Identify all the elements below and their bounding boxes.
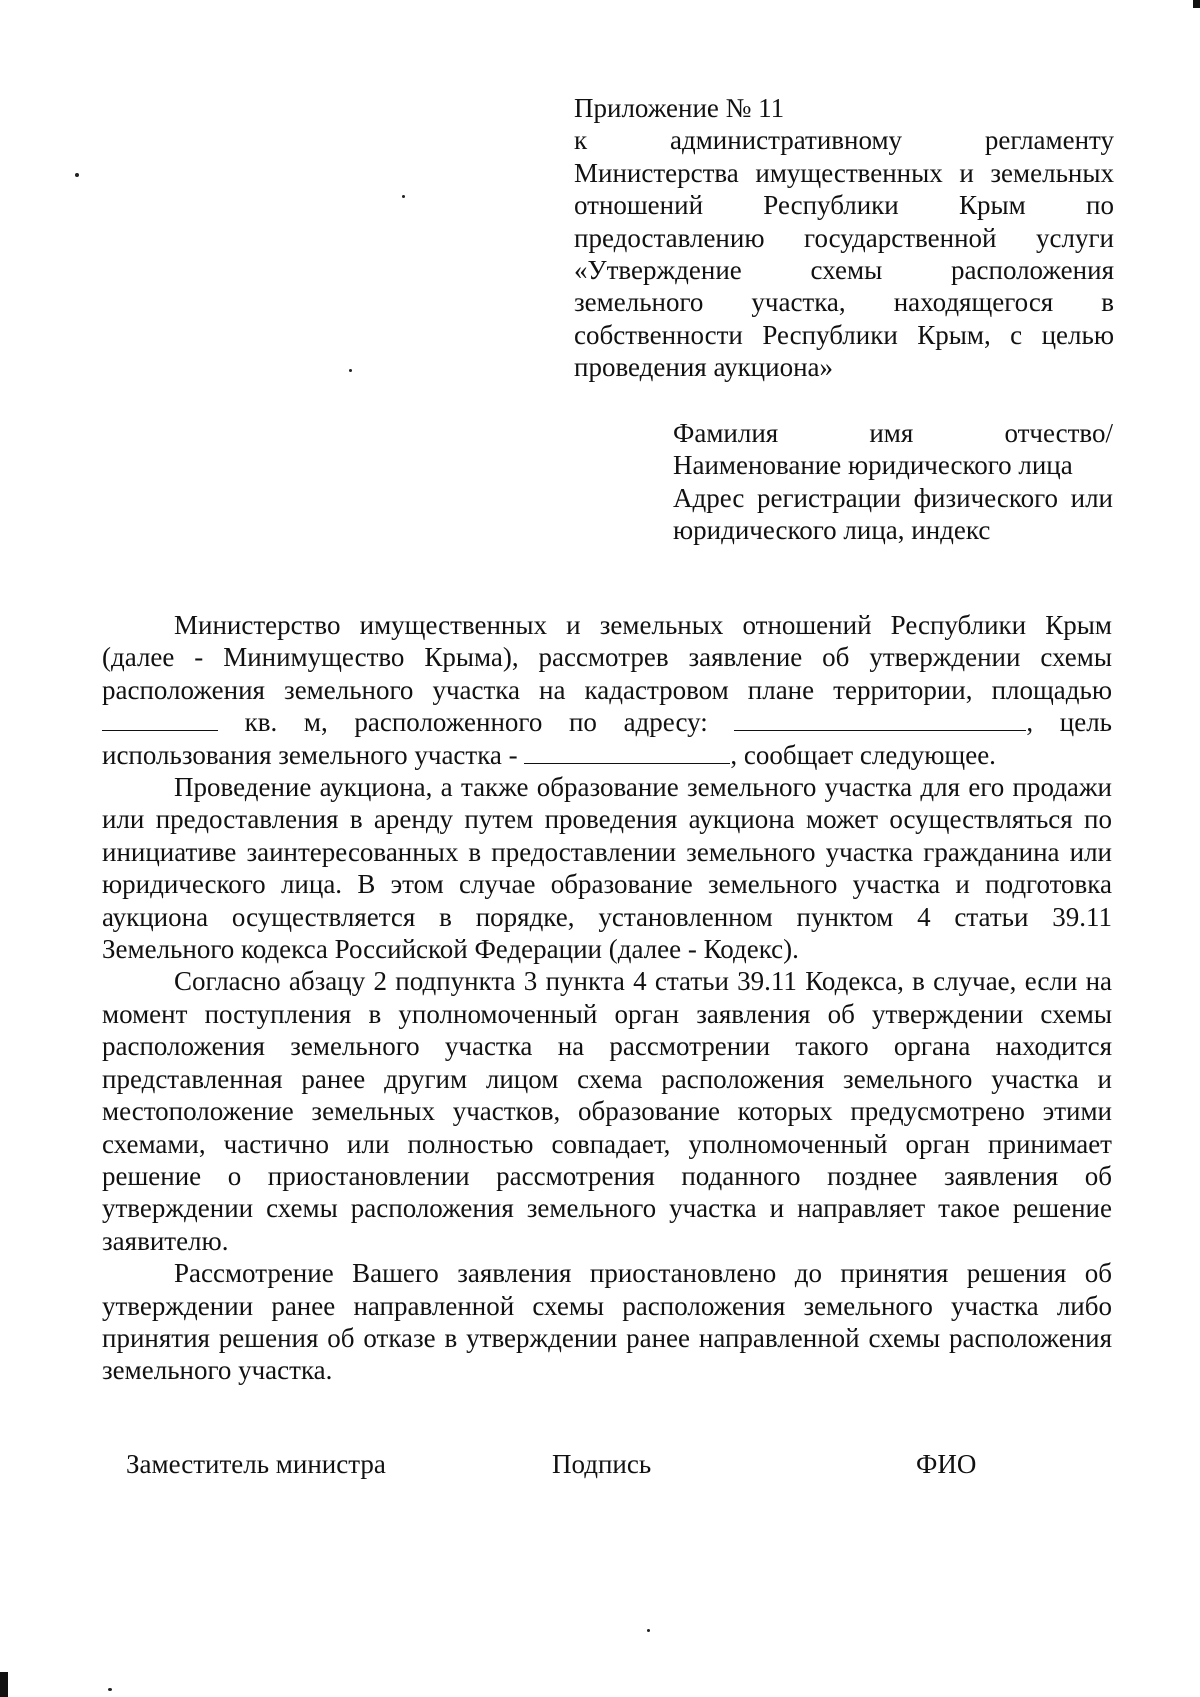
- paragraph-3: Согласно абзацу 2 подпункта 3 пункта 4 статьи 39.11 Кодекса, в случае, если на момент поступления в уполномоченный орган заявления об утверждении схемы расположения земельного участка на рассмотрении такого органа находится представленная ранее другим лицом схема расположения земельного участка и местоположение земельных участков, образование которых предусмотрено этими схемами, частично или полностью совпадает, уполномоченный орган принимает решение о приостановлении рассмотрения поданного позднее заявления об утверждении схемы расположения земельного участка и направляет такое решение заявителю.: [102, 966, 1112, 1256]
- addressee-address-line: Адрес регистрации физического или: [673, 482, 1113, 513]
- scan-speck: [349, 369, 352, 372]
- signature-position: Заместитель министра: [126, 1449, 386, 1479]
- scan-speck: [108, 1688, 112, 1691]
- area-blank-field: [102, 708, 218, 731]
- letter-body: [102, 609, 1112, 1387]
- paragraph-1-part-4: , сообщает следующее.: [730, 739, 996, 770]
- scan-speck: [402, 195, 405, 198]
- paragraph-1: [102, 609, 1112, 771]
- scan-edge-mark: [1193, 0, 1200, 8]
- addressee-org-line: Наименование юридического лица: [673, 450, 1073, 481]
- appendix-title: Приложение № 11: [574, 93, 785, 123]
- appendix-block: [574, 92, 1114, 384]
- purpose-blank-field: [524, 741, 730, 764]
- paragraph-1-part-2: кв. м, расположенного по адресу:: [218, 707, 735, 738]
- address-blank-field: [734, 708, 1026, 731]
- addressee-index-line: юридического лица, индекс: [673, 515, 991, 546]
- paragraph-1-part-1: Министерство имущественных и земельных отношений Республики Крым (далее - Минимущество Крыма), рассмотрев заявление об утверждении схемы расположения земельного участка на кадастровом плане территории, площадью: [102, 610, 1112, 705]
- appendix-body: к административному регламенту Министерства имущественных и земельных отношений Республики Крым по предоставлению государственной услуги «Утверждение схемы расположения земельного участка, находящегося в собственности Республики Крым, с целью проведения аукциона»: [574, 125, 1114, 383]
- paragraph-1-part-3: , цель использования земельного участка -: [102, 707, 1112, 770]
- scan-speck: [647, 1629, 650, 1632]
- signature-name: ФИО: [916, 1449, 977, 1479]
- addressee-name-line: Фамилия имя отчество/: [673, 418, 1113, 448]
- scan-edge-mark: [0, 1672, 8, 1697]
- addressee-block: [673, 417, 1113, 547]
- paragraph-4: Рассмотрение Вашего заявления приостановлено до принятия решения об утверждении ранее направленной схемы расположения земельного участка либо принятия решения об отказе в утверждении ранее направленной схемы расположения земельного участка.: [102, 1258, 1112, 1386]
- scan-speck: [75, 173, 79, 177]
- signature-sign: Подпись: [552, 1449, 652, 1479]
- paragraph-2: Проведение аукциона, а также образование земельного участка для его продажи или предоставления в аренду путем проведения аукциона может осуществляться по инициативе заинтересованных в предоставлении земельного участка гражданина или юридического лица. В этом случае образование земельного участка и подготовка аукциона осуществляется в порядке, установленном пунктом 4 статьи 39.11 Земельного кодекса Российской Федерации (далее - Кодекс).: [102, 772, 1112, 965]
